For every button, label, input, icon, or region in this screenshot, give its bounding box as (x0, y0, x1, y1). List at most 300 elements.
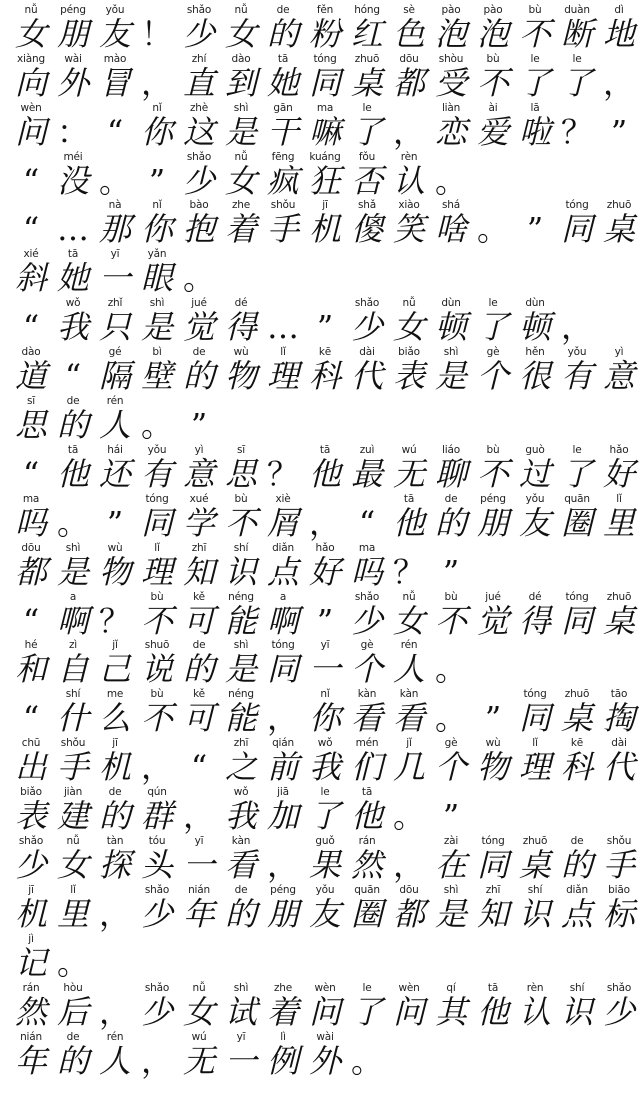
hanzi: 理 (518, 748, 551, 787)
pinyin: zhī (191, 541, 207, 554)
pinyin: dì (614, 3, 624, 16)
hanzi: ， (98, 894, 131, 933)
pinyin: zài (443, 835, 459, 848)
character-with-pinyin (220, 4, 262, 51)
text-line (10, 100, 632, 149)
hanzi: 理 (140, 552, 173, 591)
pinyin: yǒu (525, 492, 545, 505)
pinyin: biāo (608, 883, 630, 896)
pinyin: shǎo (186, 150, 212, 163)
punctuation (346, 1031, 388, 1078)
character-with-pinyin (10, 639, 52, 689)
punctuation (304, 297, 346, 347)
pinyin: rén (106, 1030, 124, 1043)
hanzi: ” (526, 210, 544, 249)
character-with-pinyin (220, 639, 262, 689)
hanzi: ？ (266, 454, 299, 493)
hanzi: ， (308, 503, 341, 542)
pinyin: zhuō (606, 590, 632, 603)
character-with-pinyin (220, 835, 262, 885)
hanzi: “ (22, 308, 40, 347)
hanzi: 吗 (14, 503, 47, 542)
pinyin: zhè (189, 101, 209, 114)
pinyin: zhī (233, 737, 249, 750)
character-with-pinyin (220, 1031, 262, 1078)
hanzi: 个 (434, 748, 467, 787)
hanzi: ” (484, 699, 502, 738)
pinyin: kě (193, 590, 205, 603)
pinyin: wǒ (233, 786, 249, 799)
character-with-pinyin (262, 151, 304, 198)
hanzi: 。 (350, 1041, 383, 1080)
punctuation (94, 151, 136, 198)
character-with-pinyin (346, 4, 388, 51)
pinyin: yì (614, 346, 624, 359)
text-line (10, 784, 632, 836)
punctuation (136, 737, 178, 787)
hanzi: 他 (56, 454, 89, 493)
character-with-pinyin (136, 102, 178, 149)
punctuation (178, 786, 220, 836)
character-with-pinyin (388, 639, 430, 689)
hanzi: 觉 (476, 601, 509, 640)
pinyin: le (362, 981, 372, 994)
character-with-pinyin (556, 737, 598, 787)
hanzi: 桌 (602, 210, 635, 249)
hanzi: 不 (434, 601, 467, 640)
hanzi: 外 (308, 1041, 341, 1080)
punctuation (388, 835, 430, 885)
punctuation (10, 444, 52, 491)
character-with-pinyin (472, 346, 514, 396)
pinyin: shí (65, 688, 81, 701)
character-with-pinyin (220, 884, 262, 931)
pinyin: lì (280, 1030, 286, 1043)
character-with-pinyin (388, 737, 430, 787)
punctuation (388, 542, 430, 589)
character-with-pinyin (52, 395, 94, 445)
hanzi: 傻 (350, 210, 383, 249)
pinyin: rén (400, 639, 418, 652)
hanzi: ” (610, 112, 628, 151)
pinyin: yǎn (147, 248, 167, 261)
hanzi: 过 (518, 454, 551, 493)
character-with-pinyin (94, 395, 136, 445)
character-with-pinyin (304, 444, 346, 491)
character-with-pinyin (598, 982, 640, 1029)
pinyin: shǎo (144, 883, 170, 896)
hanzi: 桌 (602, 601, 635, 640)
pinyin: shì (149, 297, 165, 310)
pinyin: mén (355, 737, 379, 750)
character-with-pinyin (10, 786, 52, 836)
character-with-pinyin (388, 297, 430, 347)
text-line (10, 589, 635, 640)
character-with-pinyin (178, 53, 220, 100)
hanzi: 她 (266, 63, 299, 102)
pinyin: shì (65, 541, 81, 554)
character-with-pinyin (178, 688, 220, 738)
hanzi: 一 (182, 846, 215, 885)
pinyin: bù (234, 492, 248, 505)
character-with-pinyin (178, 444, 220, 491)
character-with-pinyin (262, 53, 304, 100)
hanzi: 能 (224, 699, 257, 738)
text-line (10, 1029, 632, 1078)
hanzi: 不 (140, 699, 173, 738)
character-with-pinyin (346, 835, 388, 885)
character-with-pinyin (514, 297, 556, 347)
hanzi: 里 (602, 503, 635, 542)
hanzi: 女 (56, 846, 89, 885)
pinyin: fěn (316, 3, 334, 16)
character-with-pinyin (94, 297, 136, 347)
character-with-pinyin (514, 444, 556, 491)
pinyin: lǐ (154, 541, 160, 554)
hanzi: 的 (434, 503, 467, 542)
pinyin: tā (403, 492, 415, 505)
hanzi: 看 (392, 699, 425, 738)
pinyin: dài (359, 346, 375, 359)
pinyin: tā (67, 443, 79, 456)
pinyin: péng (480, 492, 506, 505)
pinyin: xiàng (17, 52, 45, 65)
hanzi: 同 (266, 650, 299, 689)
punctuation (52, 933, 94, 980)
pinyin: wù (107, 541, 123, 554)
pinyin: xiào (398, 199, 420, 212)
hanzi: 最 (350, 454, 383, 493)
character-with-pinyin (556, 591, 598, 638)
hanzi: “ (22, 699, 40, 738)
hanzi: 和 (14, 650, 47, 689)
hanzi: 都 (14, 552, 47, 591)
hanzi: 啊 (266, 601, 299, 640)
pinyin: yī (320, 639, 330, 652)
pinyin: gè (360, 639, 374, 652)
character-with-pinyin (262, 982, 304, 1029)
hanzi: … (57, 210, 89, 249)
character-with-pinyin (472, 493, 514, 540)
pinyin: shǒu (60, 737, 86, 750)
hanzi: 啦 (518, 112, 551, 151)
hanzi: 顿 (434, 308, 467, 347)
hanzi: 同 (308, 63, 341, 102)
character-with-pinyin (10, 1031, 52, 1078)
hanzi: 表 (392, 357, 425, 396)
hanzi: 着 (224, 210, 257, 249)
hanzi: 聊 (434, 454, 467, 493)
punctuation (10, 688, 52, 738)
hanzi: 。 (434, 699, 467, 738)
pinyin: bù (444, 590, 458, 603)
hanzi: 受 (434, 63, 467, 102)
pinyin: wú (191, 1030, 207, 1043)
character-with-pinyin (10, 737, 52, 787)
character-with-pinyin (262, 1031, 304, 1078)
pinyin: de (66, 395, 80, 408)
hanzi: 什 (56, 699, 89, 738)
hanzi: 己 (98, 650, 131, 689)
hanzi: 朋 (266, 894, 299, 933)
hanzi: 问 (308, 992, 341, 1031)
pinyin: dài (611, 737, 627, 750)
hanzi: 他 (308, 454, 341, 493)
character-with-pinyin (388, 982, 430, 1029)
hanzi: 的 (56, 1041, 89, 1080)
pinyin: tóng (313, 52, 337, 65)
pinyin: qún (147, 786, 167, 799)
pinyin: shǎo (144, 981, 170, 994)
pinyin: wǒ (65, 297, 81, 310)
hanzi: 。 (434, 650, 467, 689)
hanzi: 点 (266, 552, 299, 591)
character-with-pinyin (514, 688, 556, 738)
character-with-pinyin (10, 884, 52, 931)
text-line (10, 2, 635, 53)
pinyin: dùn (441, 297, 461, 310)
character-with-pinyin (178, 1031, 220, 1078)
character-with-pinyin (262, 542, 304, 589)
pinyin: tā (487, 981, 499, 994)
hanzi: 爱 (476, 112, 509, 151)
hanzi: 可 (182, 699, 215, 738)
character-with-pinyin (388, 346, 430, 396)
hanzi: ： (56, 112, 89, 151)
text-line (10, 491, 635, 542)
hanzi: 机 (98, 748, 131, 787)
pinyin: yǒu (567, 346, 587, 359)
pinyin: zhī (485, 883, 501, 896)
pinyin: biǎo (20, 786, 42, 799)
hanzi: ， (98, 992, 131, 1031)
character-with-pinyin (94, 248, 136, 298)
hanzi: 点 (560, 894, 593, 933)
pinyin: biǎo (398, 346, 420, 359)
character-with-pinyin (178, 102, 220, 149)
hanzi: 狂 (308, 161, 341, 200)
hanzi: 说 (140, 650, 173, 689)
pinyin: shǒu (270, 199, 296, 212)
character-with-pinyin (598, 444, 640, 491)
hanzi: 隔 (98, 357, 131, 396)
character-with-pinyin (262, 786, 304, 836)
hanzi: 个 (476, 357, 509, 396)
hanzi: 一 (224, 1041, 257, 1080)
hanzi: 友 (98, 14, 131, 53)
pinyin: nǐ (320, 688, 330, 701)
hanzi: 没 (56, 161, 89, 200)
pinyin: kàn (231, 835, 251, 848)
text-line (10, 735, 635, 787)
pinyin: rèn (400, 150, 418, 163)
hanzi: 那 (98, 210, 131, 249)
hanzi: ， (392, 846, 425, 885)
text-line (10, 540, 632, 589)
pinyin: guò (525, 443, 545, 456)
character-with-pinyin (472, 591, 514, 638)
hanzi: ” (442, 552, 460, 591)
character-with-pinyin (346, 297, 388, 347)
pinyin: zhe (273, 981, 293, 994)
character-with-pinyin (220, 151, 262, 198)
hanzi: 少 (182, 14, 215, 53)
hanzi: 眼 (140, 259, 173, 298)
hanzi: “ (190, 748, 208, 787)
hanzi: “ (106, 112, 124, 151)
hanzi: 物 (476, 748, 509, 787)
pinyin: zì (68, 639, 78, 652)
pinyin: shì (443, 883, 459, 896)
character-with-pinyin (94, 542, 136, 589)
character-with-pinyin (94, 346, 136, 396)
pinyin: de (192, 639, 206, 652)
pinyin: le (530, 52, 540, 65)
hanzi: 。 (434, 161, 467, 200)
character-with-pinyin (556, 982, 598, 1029)
character-with-pinyin (178, 542, 220, 589)
hanzi: 能 (224, 601, 257, 640)
pinyin: wèn (314, 981, 336, 994)
character-with-pinyin (514, 53, 556, 100)
character-with-pinyin (94, 835, 136, 885)
character-with-pinyin (388, 688, 430, 738)
pinyin: hái (107, 443, 123, 456)
hanzi: 了 (560, 63, 593, 102)
pinyin: shí (233, 541, 249, 554)
hanzi: 少 (350, 601, 383, 640)
hanzi: “ (22, 601, 40, 640)
hanzi: 加 (266, 797, 299, 836)
character-with-pinyin (262, 884, 304, 931)
hanzi: 得 (518, 601, 551, 640)
hanzi: 思 (14, 406, 47, 445)
character-with-pinyin (304, 53, 346, 100)
punctuation (136, 4, 178, 51)
hanzi: 少 (140, 894, 173, 933)
character-with-pinyin (52, 4, 94, 51)
character-with-pinyin (514, 982, 556, 1029)
pinyin: jī (112, 737, 118, 750)
hanzi: 人 (98, 406, 131, 445)
punctuation (304, 493, 346, 540)
hanzi: 笑 (392, 210, 425, 249)
hanzi: 可 (182, 601, 215, 640)
character-with-pinyin (94, 639, 136, 689)
punctuation (136, 1031, 178, 1078)
hanzi: 少 (140, 992, 173, 1031)
hanzi: 朋 (56, 14, 89, 53)
pinyin: nǚ (66, 835, 80, 848)
pinyin: xié (23, 248, 39, 261)
pinyin: de (276, 3, 290, 16)
pinyin: hǎo (315, 541, 335, 554)
pinyin: shǎo (18, 835, 44, 848)
hanzi: 泡 (476, 14, 509, 53)
character-with-pinyin (136, 248, 178, 298)
hanzi: 冒 (98, 63, 131, 102)
pinyin: néng (228, 688, 254, 701)
character-with-pinyin (388, 4, 430, 51)
character-with-pinyin (52, 737, 94, 787)
hanzi: 少 (182, 161, 215, 200)
hanzi: 建 (56, 797, 89, 836)
punctuation (10, 591, 52, 638)
pinyin: shǒu (606, 835, 632, 848)
punctuation (262, 444, 304, 491)
hanzi: 手 (266, 210, 299, 249)
hanzi: 啥 (434, 210, 467, 249)
character-with-pinyin (514, 884, 556, 931)
hanzi: 。 (182, 259, 215, 298)
text-line (10, 931, 632, 980)
pinyin: dào (231, 52, 251, 65)
character-with-pinyin (346, 542, 388, 589)
text-line (10, 198, 635, 249)
hanzi: ” (442, 797, 460, 836)
pinyin: ma (316, 101, 334, 114)
character-with-pinyin (304, 737, 346, 787)
hanzi: … (267, 308, 299, 347)
character-with-pinyin (136, 688, 178, 738)
pinyin: yǒu (147, 443, 167, 456)
hanzi: 桌 (350, 63, 383, 102)
hanzi: “ (22, 161, 40, 200)
hanzi: 有 (140, 454, 173, 493)
hanzi: 年 (182, 894, 215, 933)
character-with-pinyin (304, 542, 346, 589)
pinyin: péng (60, 3, 86, 16)
character-with-pinyin (136, 444, 178, 491)
punctuation (136, 395, 178, 445)
character-with-pinyin (220, 346, 262, 396)
hanzi: 不 (518, 14, 551, 53)
character-with-pinyin (178, 151, 220, 198)
character-with-pinyin (430, 493, 472, 540)
punctuation (514, 199, 556, 249)
hanzi: 科 (308, 357, 341, 396)
pinyin: zhǐ (107, 297, 123, 310)
hanzi: 屑 (266, 503, 299, 542)
character-with-pinyin (556, 688, 598, 738)
pinyin: liàn (441, 101, 461, 114)
character-with-pinyin (556, 835, 598, 885)
hanzi: 疯 (266, 161, 299, 200)
character-with-pinyin (388, 444, 430, 491)
character-with-pinyin (220, 737, 262, 787)
hanzi: 粉 (308, 14, 341, 53)
hanzi: 桌 (518, 846, 551, 885)
hanzi: 的 (182, 650, 215, 689)
hanzi: 里 (56, 894, 89, 933)
hanzi: ？ (560, 112, 593, 151)
character-with-pinyin (304, 786, 346, 836)
pinyin: shǎo (354, 297, 380, 310)
character-with-pinyin (472, 297, 514, 347)
punctuation (430, 688, 472, 738)
pinyin: jué (191, 297, 207, 310)
hanzi: 人 (392, 650, 425, 689)
hanzi: ？ (98, 601, 131, 640)
pinyin: shì (233, 101, 249, 114)
hanzi: 壁 (140, 357, 173, 396)
hanzi: ， (266, 699, 299, 738)
hanzi: 着 (266, 992, 299, 1031)
text-line (10, 638, 632, 687)
pinyin: tóu (148, 835, 166, 848)
hanzi: 机 (308, 210, 341, 249)
character-with-pinyin (346, 591, 388, 638)
